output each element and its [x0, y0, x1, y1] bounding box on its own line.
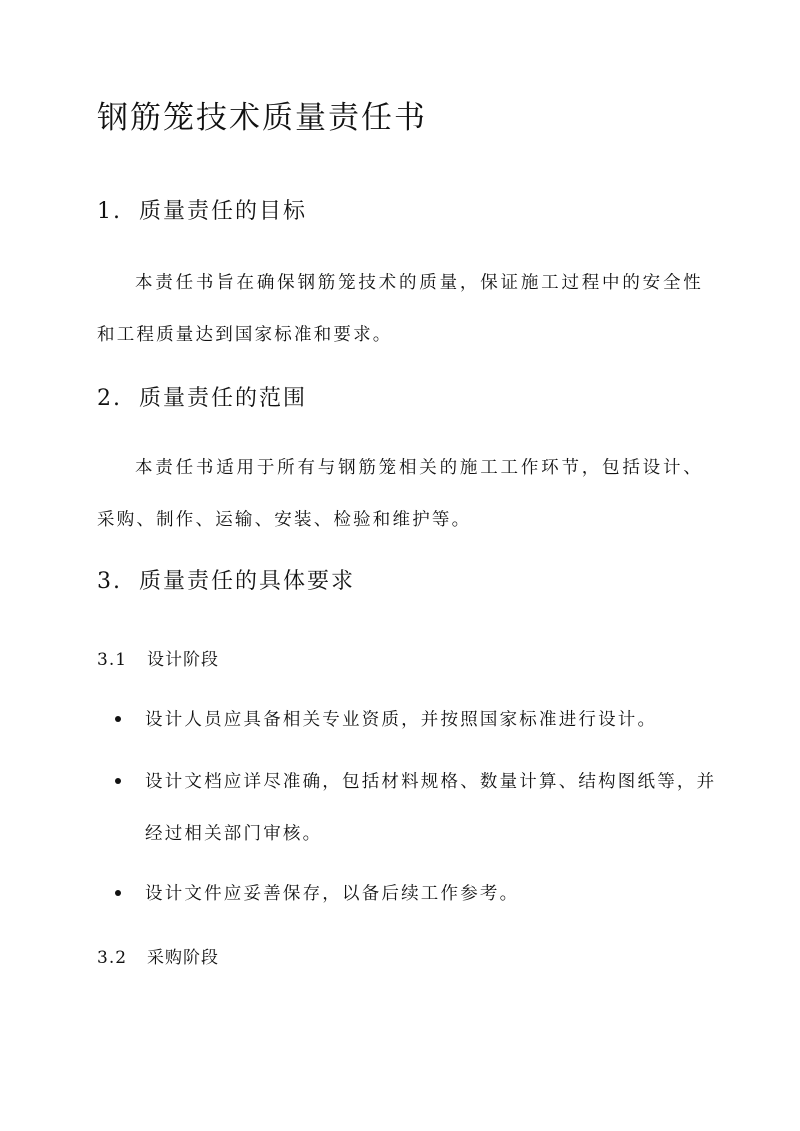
section-3-number: 3.	[97, 569, 122, 594]
section-2-paragraph: 本责任书适用于所有与钢筋笼相关的施工工作环节，包括设计、采购、制作、运输、安装、检验和维护等。	[97, 458, 703, 530]
section-1-title: 质量责任的目标	[139, 199, 308, 224]
section-1-paragraph: 本责任书旨在确保钢筋笼技术的质量，保证施工过程中的安全性和工程质量达到国家标准和要求。	[97, 273, 703, 345]
list-item	[115, 694, 725, 746]
section-3-heading	[97, 566, 355, 598]
document-title: 钢筋笼技术质量责任书	[97, 100, 427, 136]
section-2-heading	[97, 383, 307, 415]
section-3-title: 质量责任的具体要求	[139, 569, 356, 594]
subsection-3-2-number: 3.2	[97, 948, 128, 968]
list-item	[115, 868, 725, 920]
bullet-dot-icon	[115, 778, 121, 784]
subsection-3-1-heading	[97, 647, 219, 673]
section-2-title: 质量责任的范围	[139, 386, 308, 411]
section-1-heading	[97, 196, 307, 228]
list-item-text: 设计人员应具备相关专业资质，并按照国家标准进行设计。	[145, 710, 658, 730]
subsection-3-2-heading	[97, 945, 219, 971]
list-item-text: 设计文件应妥善保存，以备后续工作参考。	[145, 884, 520, 904]
section-2-number: 2.	[97, 386, 122, 411]
section-1-number: 1.	[97, 199, 122, 224]
subsection-3-2-title: 采购阶段	[147, 948, 219, 968]
subsection-3-1-number: 3.1	[97, 650, 128, 670]
bullet-dot-icon	[115, 890, 121, 896]
subsection-3-1-title: 设计阶段	[147, 650, 219, 670]
list-item-text: 设计文档应详尽准确，包括材料规格、数量计算、结构图纸等，并经过相关部门审核。	[145, 772, 717, 844]
bullet-dot-icon	[115, 716, 121, 722]
list-item	[115, 756, 725, 860]
